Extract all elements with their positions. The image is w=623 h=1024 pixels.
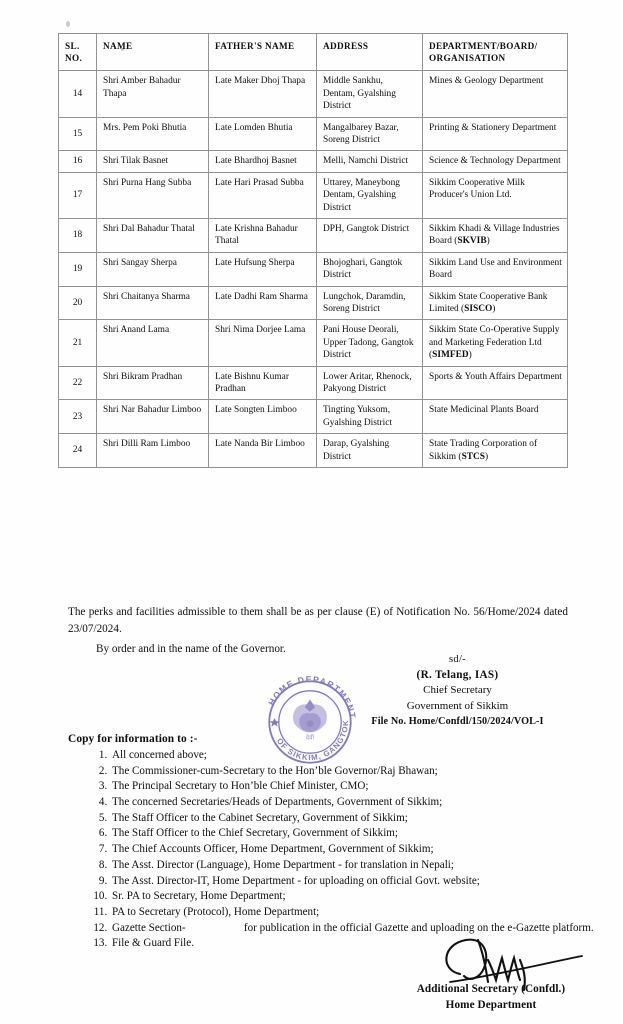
list-item: 6. The Staff Officer to the Chief Secretary, Government of Sikkim; (110, 826, 600, 842)
table-row (59, 218, 568, 252)
cell-fathers-name: Late Songten Limboo (209, 400, 317, 434)
svg-text:OF SIKKIM, GANGTOK: OF SIKKIM, GANGTOK (274, 719, 351, 763)
column-header-sl-no-line1: SL. (65, 41, 80, 51)
cell-department-text: Sikkim Land Use and Environment Board (429, 257, 562, 281)
column-header-name: NAME (97, 34, 209, 71)
cell-department-text: Sikkim State Cooperative Bank Limited ( (429, 291, 548, 314)
bottom-signatory-designation: Additional Secretary (Confdl.) (416, 983, 566, 995)
svg-text:देवी: देवी (305, 735, 315, 742)
list-item-gazette (110, 921, 600, 937)
cell-department-text: Sikkim Khadi & Village Industries Board ( (429, 223, 560, 247)
column-header-address: ADDRESS (317, 34, 423, 71)
beneficiary-table (58, 33, 568, 468)
cell-department-tail: ) (492, 303, 496, 314)
list-item: 11. PA to Secretary (Protocol), Home Department; (110, 905, 600, 921)
cell-fathers-name: Late Hari Prasad Subba (209, 172, 317, 218)
signatory-name: (R. Telang, IAS) (416, 669, 499, 682)
cell-department-tail: ) (485, 451, 489, 462)
cell-department-text: Sikkim Cooperative Milk Producer's Union Ltd. (429, 177, 525, 201)
cell-address: Tingting Yuksom, Gyalshing District (317, 400, 423, 434)
cell-sl-no: 19 (59, 252, 97, 286)
cell-name: Shri Dal Bahadur Thatal (97, 218, 209, 252)
cell-department-text: Sikkim State Co-Operative Supply and Marketing Federation Ltd ( (429, 325, 560, 361)
table-row (59, 71, 568, 117)
cell-department (423, 71, 568, 117)
column-header-sl-no (59, 34, 97, 71)
cell-department-abbr: SIMFED (432, 350, 469, 361)
cell-department-text: Science & Technology Department (429, 156, 561, 167)
cell-name: Shri Purna Hang Subba (97, 172, 209, 218)
cell-sl-no: 21 (59, 320, 97, 366)
cell-department-text: State Medicinal Plants Board (429, 405, 539, 416)
list-item: 10. Sr. PA to Secretary, Home Department; (110, 889, 600, 905)
table-body (59, 71, 568, 468)
list-item: 5. The Staff Officer to the Cabinet Secretary, Government of Sikkim; (110, 811, 600, 827)
cell-address: Darap, Gyalshing District (317, 434, 423, 468)
cell-name: Shri Bikram Pradhan (97, 366, 209, 400)
cell-fathers-name: Late Lomden Bhutia (209, 117, 317, 151)
table-row (59, 434, 568, 468)
cell-name: Shri Sangay Sherpa (97, 252, 209, 286)
cell-fathers-name: Late Dadhi Ram Sharma (209, 286, 317, 320)
table-row (59, 286, 568, 320)
cell-department (423, 117, 568, 151)
additional-secretary-signature-block (380, 982, 602, 1014)
list-item: 13. File & Guard File. (110, 936, 600, 952)
cell-department-abbr: SISCO (464, 303, 493, 314)
cell-sl-no: 18 (59, 218, 97, 252)
list-item: 1. All concerned above; (110, 748, 600, 764)
cell-name: Shri Amber Bahadur Thapa (97, 71, 209, 117)
cell-address: DPH, Gangtok District (317, 218, 423, 252)
cell-department-text: State Trading Corporation of Sikkim ( (429, 439, 538, 462)
scan-speck (66, 21, 70, 27)
cell-fathers-name: Late Nanda Bir Limboo (209, 434, 317, 468)
cell-sl-no: 23 (59, 400, 97, 434)
bottom-signatory-department: Home Department (445, 998, 537, 1011)
column-header-sl-no-line2: NO. (65, 53, 83, 64)
cell-name: Shri Dilli Ram Limboo (97, 434, 209, 468)
cell-department (423, 286, 568, 320)
svg-text:HOME DEPARTMENT: HOME DEPARTMENT (266, 674, 358, 720)
cell-department-abbr: SKVIB (457, 236, 487, 247)
cell-address: Middle Sankhu, Dentam, Gyalshing District (317, 71, 423, 117)
cell-fathers-name: Late Krishna Bahadur Thatal (209, 218, 317, 252)
perks-paragraph: The perks and facilities admissible to them shall be as per clause (E) of Notification No. 56/Home/2024 dated 23/07/2024. (68, 606, 568, 636)
file-number: File No. Home/Confdl/150/2024/VOL-I (371, 716, 544, 728)
cell-address: Uttarey, Maneybong Dentam, Gyalshing District (317, 172, 423, 218)
list-item: 8. The Asst. Director (Language), Home Department - for translation in Nepali; (110, 858, 600, 874)
beneficiary-table-wrapper (58, 33, 567, 468)
cell-department-text: Sports & Youth Affairs Department (429, 371, 562, 382)
cell-address: Lower Aritar, Rhenock, Pakyong District (317, 366, 423, 400)
column-header-department-line1: DEPARTMENT/BOARD/ (429, 41, 538, 51)
sd-marker: sd/- (449, 654, 466, 665)
list-item: 7. The Chief Accounts Officer, Home Department, Government of Sikkim; (110, 842, 600, 858)
cell-department (423, 172, 568, 218)
gazette-rest: for publication in the official Gazette and uploading on the e-Gazette platform. (243, 921, 594, 934)
cell-department-abbr: STCS (461, 451, 486, 462)
cell-sl-no: 22 (59, 366, 97, 400)
signatory-designation: Chief Secretary (423, 684, 492, 697)
cell-department (423, 366, 568, 400)
cell-department (423, 218, 568, 252)
cell-department-tail: ) (468, 350, 472, 361)
list-item: 9. The Asst. Director-IT, Home Department - for uploading on official Govt. website; (110, 874, 600, 890)
cell-department (423, 400, 568, 434)
cell-address: Melli, Namchi District (317, 151, 423, 172)
table-row (59, 400, 568, 434)
copy-for-information-list (82, 748, 600, 952)
cell-department (423, 434, 568, 468)
cell-sl-no: 15 (59, 117, 97, 151)
table-row (59, 151, 568, 172)
column-header-department (423, 34, 568, 71)
cell-department (423, 151, 568, 172)
cell-fathers-name: Shri Nima Dorjee Lama (209, 320, 317, 366)
list-item: 2. The Commissioner-cum-Secretary to the Hon’ble Governor/Raj Bhawan; (110, 764, 600, 780)
table-row (59, 172, 568, 218)
cell-name: Shri Tilak Basnet (97, 151, 209, 172)
by-order-line: By order and in the name of the Governor. (96, 643, 286, 655)
cell-department-text: Printing & Stationery Department (429, 122, 557, 133)
cell-name: Shri Chaitanya Sharma (97, 286, 209, 320)
copy-for-information-heading: Copy for information to :- (68, 733, 198, 745)
gazette-dash: - (181, 921, 186, 934)
cell-fathers-name: Late Hufsung Sherpa (209, 252, 317, 286)
cell-department (423, 252, 568, 286)
cell-sl-no: 14 (59, 71, 97, 117)
column-header-fathers-name: FATHER'S NAME (209, 34, 317, 71)
cell-fathers-name: Late Maker Dhoj Thapa (209, 71, 317, 117)
cell-sl-no: 17 (59, 172, 97, 218)
cell-department (423, 320, 568, 366)
gazette-lead: Gazette Section (112, 921, 182, 934)
chief-secretary-signature-block (330, 652, 585, 730)
list-item: 4. The concerned Secretaries/Heads of Departments, Government of Sikkim; (110, 795, 600, 811)
cell-department-tail: ) (486, 236, 490, 247)
list-item: 3. The Principal Secretary to Hon’ble Chief Minister, CMO; (110, 779, 600, 795)
cell-name: Shri Anand Lama (97, 320, 209, 366)
table-row (59, 252, 568, 286)
column-header-department-line2: ORGANISATION (429, 53, 506, 64)
cell-department-text: Mines & Geology Department (429, 76, 544, 87)
cell-sl-no: 16 (59, 151, 97, 172)
cell-address: Lungchok, Daramdin, Soreng District (317, 286, 423, 320)
table-row (59, 366, 568, 400)
table-row (59, 117, 568, 151)
cell-name: Shri Nar Bahadur Limboo (97, 400, 209, 434)
cell-address: Mangalbarey Bazar, Soreng District (317, 117, 423, 151)
cell-sl-no: 24 (59, 434, 97, 468)
cell-sl-no: 20 (59, 286, 97, 320)
cell-fathers-name: Late Bhardhoj Basnet (209, 151, 317, 172)
signatory-government: Government of Sikkim (406, 700, 509, 713)
cell-address: Pani House Deorali, Upper Tadong, Gangtok District (317, 320, 423, 366)
cell-address: Bhojoghari, Gangtok District (317, 252, 423, 286)
table-row (59, 320, 568, 366)
table-header-row (59, 34, 568, 71)
cell-fathers-name: Late Bishnu Kumar Pradhan (209, 366, 317, 400)
cell-name: Mrs. Pem Poki Bhutia (97, 117, 209, 151)
